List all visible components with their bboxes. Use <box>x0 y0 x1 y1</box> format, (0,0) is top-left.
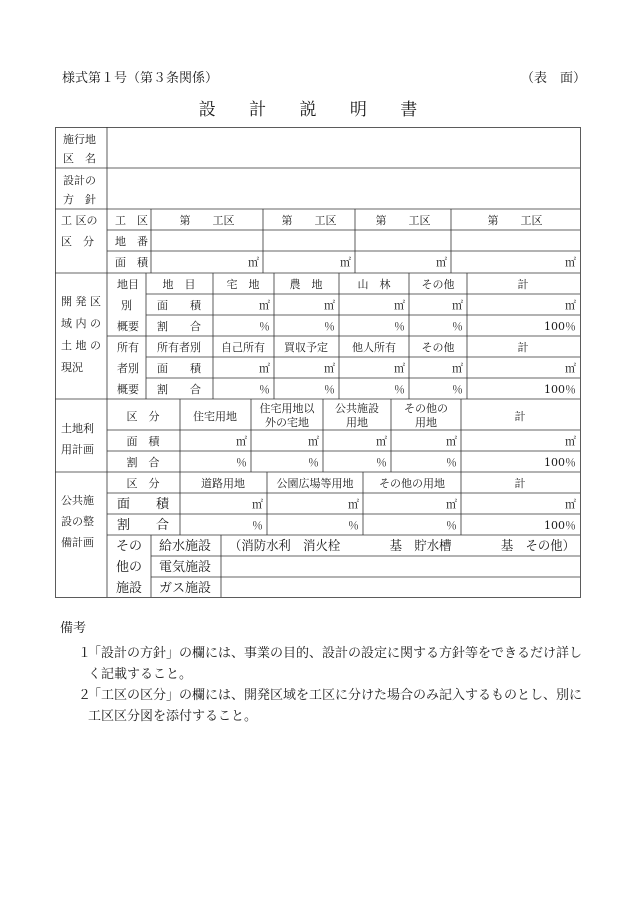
unit: ㎡ <box>340 256 351 269</box>
unit: ㎡ <box>259 362 270 375</box>
landuse-header: 住宅用地以 <box>259 402 315 415</box>
document-title: 設 計 説 明 書 <box>198 100 432 120</box>
chimoku-header: 宅 地 <box>226 278 260 291</box>
unit: ㎡ <box>565 435 576 448</box>
unit: ㎡ <box>452 362 463 375</box>
public-label-1: 公共施 <box>61 494 94 507</box>
note-text: 「工区の区分」の欄には、開発区域を工区に分けた場合のみ記入するものとし、別に工区区分図を添付すること。 <box>88 688 583 724</box>
unit: ㎡ <box>324 299 335 312</box>
other-facility-label-3: 施設 <box>115 581 143 596</box>
unit: ％ <box>394 383 405 396</box>
kouku-cell-3: 第 工区 <box>375 214 431 227</box>
electric-facility-label: 電気施設 <box>159 560 212 575</box>
note-number: ２ <box>78 688 92 703</box>
ratio-label: 割 合 <box>126 456 160 469</box>
shoyu-header: その他 <box>421 341 455 354</box>
gas-facility-label: ガス施設 <box>159 581 212 596</box>
landuse-header: 用地 <box>415 416 437 429</box>
unit: ％ <box>259 383 270 396</box>
note-item <box>60 685 590 727</box>
kouku-label-2: 区 分 <box>61 235 94 248</box>
unit: ㎡ <box>394 362 405 375</box>
public-label-2: 設の整 <box>61 515 94 528</box>
area-row-label: 面 積 <box>115 256 148 269</box>
kouku-cell-4: 第 工区 <box>487 214 543 227</box>
unit: ㎡ <box>308 435 319 448</box>
chimoku-side-1: 地目 <box>117 278 139 291</box>
unit: ㎡ <box>446 435 457 448</box>
landuse-header: 住宅用地 <box>193 410 237 423</box>
kouku-row-label: 工 区 <box>115 214 148 227</box>
public-label-3: 備計画 <box>61 536 94 549</box>
chimoku-header: 計 <box>517 278 529 291</box>
unit: ％ <box>446 519 457 532</box>
page-side-label: （表 面） <box>521 71 587 86</box>
total-pct: 100％ <box>544 383 576 396</box>
unit: ％ <box>252 519 263 532</box>
unit: ％ <box>259 320 270 333</box>
water-detail: （消防水利 消火栓 基 貯水槽 基 その他） <box>229 539 581 554</box>
unit: ㎡ <box>324 362 335 375</box>
unit: ㎡ <box>394 299 405 312</box>
unit: ㎡ <box>248 256 259 269</box>
unit: ％ <box>452 383 463 396</box>
site-label: 施行地 <box>63 133 96 146</box>
ratio-label: 割 合 <box>157 320 201 333</box>
unit: ㎡ <box>565 362 576 375</box>
dev-label-3: 土 地 の <box>61 339 101 352</box>
chimoku-header: その他 <box>421 278 455 291</box>
kouku-label: 工 区の <box>61 214 98 227</box>
ratio-label: 割 合 <box>157 383 201 396</box>
unit: ㎡ <box>252 498 263 511</box>
landuse-header: 計 <box>514 410 526 423</box>
form-number: 様式第１号（第３条関係） <box>62 71 219 86</box>
public-header: その他の用地 <box>379 477 445 490</box>
landuse-header: 区 分 <box>126 410 160 423</box>
note-number: １ <box>78 646 92 661</box>
landuse-units <box>236 435 576 469</box>
unit: ㎡ <box>348 498 359 511</box>
unit: ％ <box>308 456 319 469</box>
unit: ㎡ <box>236 435 247 448</box>
policy-label-2: 方 針 <box>63 193 96 206</box>
unit: ％ <box>452 320 463 333</box>
unit: ㎡ <box>376 435 387 448</box>
landuse-header: 用地 <box>346 416 368 429</box>
unit: ％ <box>236 456 247 469</box>
unit: ％ <box>324 320 335 333</box>
area-label: 面 積 <box>116 497 170 512</box>
unit: ㎡ <box>259 299 270 312</box>
other-facility-label-2: 他の <box>115 560 143 575</box>
kouku-cell-2: 第 工区 <box>281 214 337 227</box>
public-header: 計 <box>514 477 526 490</box>
shoyu-header: 所有者別 <box>157 341 201 354</box>
unit: ㎡ <box>452 299 463 312</box>
area-label: 面 積 <box>157 299 201 312</box>
chiban-row-label: 地 番 <box>115 235 148 248</box>
unit: ㎡ <box>565 256 576 269</box>
total-pct: 100％ <box>544 456 576 469</box>
total-pct: 100％ <box>544 519 576 532</box>
area-label: 面 積 <box>126 435 160 448</box>
chimoku-header: 地 目 <box>162 278 196 291</box>
public-header: 区 分 <box>126 477 160 490</box>
chimoku-side-3: 概要 <box>117 320 139 333</box>
dev-label-4: 現況 <box>61 361 83 374</box>
shoyu-header: 計 <box>517 341 529 354</box>
unit: ㎡ <box>436 256 447 269</box>
chimoku-header: 農 地 <box>289 278 323 291</box>
unit: ％ <box>348 519 359 532</box>
landuse-label-2: 用計画 <box>61 443 94 456</box>
shoyu-side-1: 所有 <box>117 341 139 354</box>
shoyu-header: 自己所有 <box>221 341 265 354</box>
ratio-label: 割 合 <box>116 518 170 533</box>
landuse-header: その他の <box>404 402 448 415</box>
landuse-header: 外の宅地 <box>265 416 309 429</box>
shoyu-header: 他人所有 <box>352 341 396 354</box>
unit: ㎡ <box>446 498 457 511</box>
landuse-header: 公共施設 <box>335 402 379 415</box>
notes-title: 備考 <box>60 621 87 636</box>
landuse-label-1: 土地利 <box>61 422 94 435</box>
total-pct: 100％ <box>544 320 576 333</box>
shoyu-header: 買収予定 <box>284 341 328 354</box>
shoyu-side-3: 概要 <box>117 383 139 396</box>
policy-label: 設計の <box>63 174 96 187</box>
notes <box>60 618 590 727</box>
area-label: 面 積 <box>157 362 201 375</box>
site-label-2: 区 名 <box>63 152 96 165</box>
unit: ％ <box>446 456 457 469</box>
public-header: 公園広場等用地 <box>276 477 354 490</box>
note-text: 「設計の方針」の欄には、事業の目的、設計の設定に関する方針等をできるだけ詳しく記載すること。 <box>88 646 583 682</box>
unit: ㎡ <box>565 498 576 511</box>
form-table <box>55 127 581 603</box>
unit: ％ <box>324 383 335 396</box>
chimoku-units <box>259 299 576 333</box>
shoyu-side-2: 者別 <box>117 362 139 375</box>
kouku-cell-1: 第 工区 <box>179 214 235 227</box>
chimoku-side-2: 別 <box>121 299 132 312</box>
dev-label-2: 域 内 の <box>61 317 101 330</box>
other-facility-label-1: その <box>115 539 143 554</box>
chimoku-header: 山 林 <box>357 278 391 291</box>
public-units <box>252 498 576 532</box>
unit: ％ <box>394 320 405 333</box>
unit: ㎡ <box>565 299 576 312</box>
note-item <box>60 643 590 685</box>
water-facility-label: 給水施設 <box>159 539 212 554</box>
unit: ％ <box>376 456 387 469</box>
public-header: 道路用地 <box>201 477 245 490</box>
shoyu-units <box>259 362 576 396</box>
dev-label-1: 開 発 区 <box>61 295 101 308</box>
